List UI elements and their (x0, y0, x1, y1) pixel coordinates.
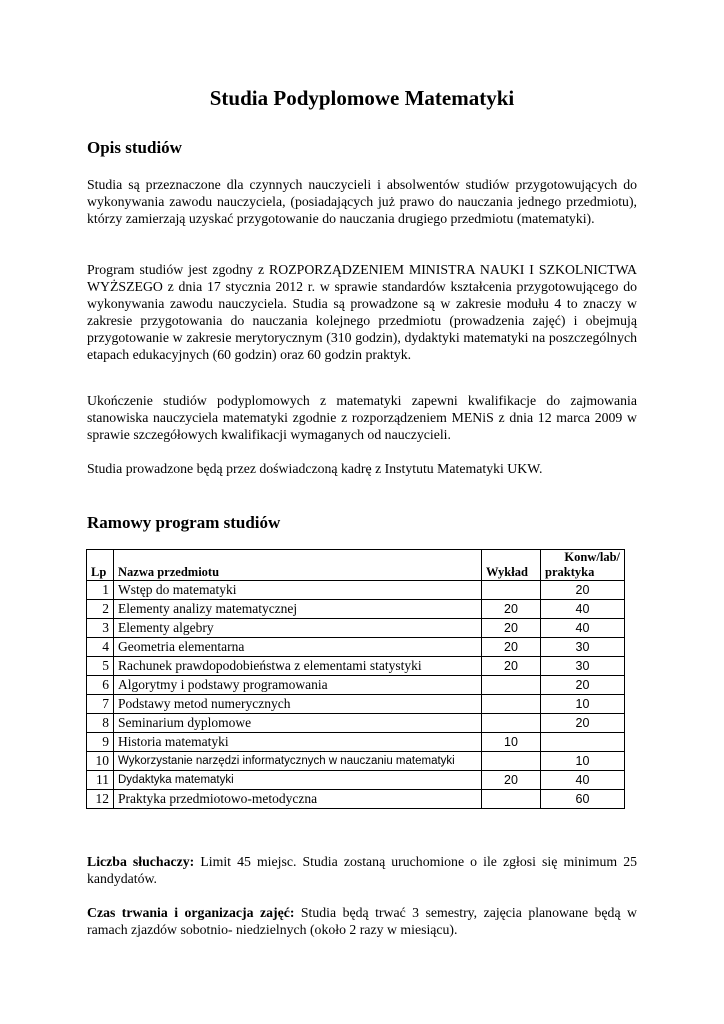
cell-name: Historia matematyki (114, 733, 482, 752)
cell-wyklad (482, 714, 541, 733)
header-konw (541, 550, 625, 581)
paragraph-intro: Studia są przeznaczone dla czynnych nauczycieli i absolwentów studiów przygotowujących do wykonywania zawodu nauczyciela, (posiadających już prawo do nauczania jednego przedmiotu), którzy zamierzają uzyskać przygotowanie do nauczania drugiego przedmiotu (matematyki). (87, 177, 637, 226)
header-lp: Lp (87, 550, 114, 581)
cell-name: Podstawy metod numerycznych (114, 695, 482, 714)
cell-wyklad (482, 790, 541, 809)
cell-wyklad (482, 752, 541, 771)
cell-name: Praktyka przedmiotowo-metodyczna (114, 790, 482, 809)
cell-name: Algorytmy i podstawy programowania (114, 676, 482, 695)
cell-konw: 20 (541, 581, 625, 600)
cell-lp: 6 (87, 676, 114, 695)
czas-text: Studia będą trwać 3 semestry, zajęcia planowane będą w ramach zjazdów sobotnio- niedzielnych (około 2 razy w miesiącu). (87, 905, 637, 937)
table-row (87, 771, 625, 790)
table-row (87, 676, 625, 695)
cell-name: Seminarium dyplomowe (114, 714, 482, 733)
section-heading-program: Ramowy program studiów (87, 513, 281, 532)
cell-wyklad: 20 (482, 771, 541, 790)
paragraph-program: Program studiów jest zgodny z ROZPORZĄDZENIEM MINISTRA NAUKI I SZKOLNICTWA WYŻSZEGO z dnia 17 stycznia 2012 r. w sprawie standardów kształcenia przygotowującego do wykonywania zawodu nauczyciela. Studia są prowadzone są w zakresie modułu 4 to znaczy w zakresie przygotowania do nauczania kolejnego przedmiotu (prowadzenia zajęć) i obejmują przygotowanie w zakresie merytorycznym (310 godzin), dydaktyki matematyki na poszczególnych etapach edukacyjnych (60 godzin) oraz 60 godzin praktyk. (87, 262, 637, 362)
cell-konw: 40 (541, 619, 625, 638)
sluchacze-text: Limit 45 miejsc. Studia zostaną uruchomione o ile zgłosi się minimum 25 kandydatów. (87, 854, 637, 886)
cell-lp: 9 (87, 733, 114, 752)
section-heading-opis: Opis studiów (87, 138, 182, 157)
cell-konw: 20 (541, 714, 625, 733)
table-row (87, 581, 625, 600)
cell-name: Rachunek prawdopodobieństwa z elementami statystyki (114, 657, 482, 676)
cell-lp: 3 (87, 619, 114, 638)
cell-lp: 4 (87, 638, 114, 657)
cell-konw: 10 (541, 752, 625, 771)
cell-lp: 12 (87, 790, 114, 809)
cell-lp: 5 (87, 657, 114, 676)
table-row (87, 657, 625, 676)
table-row (87, 600, 625, 619)
header-konw-line1: Konw/lab/ (564, 550, 620, 564)
cell-konw: 10 (541, 695, 625, 714)
cell-lp: 2 (87, 600, 114, 619)
cell-lp: 1 (87, 581, 114, 600)
cell-wyklad (482, 676, 541, 695)
cell-lp: 8 (87, 714, 114, 733)
cell-name: Elementy analizy matematycznej (114, 600, 482, 619)
cell-wyklad: 20 (482, 600, 541, 619)
paragraph-kadra: Studia prowadzone będą przez doświadczoną kadrę z Instytutu Matematyki UKW. (87, 461, 543, 476)
table-row (87, 714, 625, 733)
sluchacze-label: Liczba słuchaczy: (87, 854, 195, 869)
table-row (87, 733, 625, 752)
cell-name: Wykorzystanie narzędzi informatycznych w nauczaniu matematyki (114, 752, 482, 771)
paragraph-sluchacze (87, 853, 637, 887)
cell-konw (541, 733, 625, 752)
cell-konw: 20 (541, 676, 625, 695)
cell-name: Geometria elementarna (114, 638, 482, 657)
cell-lp: 11 (87, 771, 114, 790)
table-row (87, 695, 625, 714)
cell-konw: 60 (541, 790, 625, 809)
header-name: Nazwa przedmiotu (114, 550, 482, 581)
cell-name: Dydaktyka matematyki (114, 771, 482, 790)
cell-konw: 40 (541, 771, 625, 790)
cell-name: Elementy algebry (114, 619, 482, 638)
cell-wyklad (482, 695, 541, 714)
cell-wyklad: 10 (482, 733, 541, 752)
cell-wyklad: 20 (482, 638, 541, 657)
czas-label: Czas trwania i organizacja zajęć: (87, 905, 295, 920)
paragraph-czas (87, 904, 637, 938)
table-row (87, 619, 625, 638)
cell-konw: 30 (541, 638, 625, 657)
table-row (87, 638, 625, 657)
cell-wyklad: 20 (482, 657, 541, 676)
program-table (86, 549, 625, 809)
cell-konw: 40 (541, 600, 625, 619)
cell-name: Wstęp do matematyki (114, 581, 482, 600)
cell-wyklad (482, 581, 541, 600)
table-row (87, 752, 625, 771)
cell-lp: 7 (87, 695, 114, 714)
table-header-row (87, 550, 625, 581)
header-konw-line2: praktyka (545, 565, 595, 579)
cell-konw: 30 (541, 657, 625, 676)
paragraph-kwalifikacje: Ukończenie studiów podyplomowych z matematyki zapewni kwalifikacje do zajmowania stanowiska nauczyciela matematyki zgodnie z rozporządzeniem MENiS z dnia 12 marca 2009 w sprawie szczegółowych kwalifikacji wymaganych od nauczycieli. (87, 393, 637, 442)
cell-lp: 10 (87, 752, 114, 771)
cell-wyklad: 20 (482, 619, 541, 638)
header-wyklad: Wykład (482, 550, 541, 581)
page-title: Studia Podyplomowe Matematyki (209, 86, 515, 110)
table-row (87, 790, 625, 809)
